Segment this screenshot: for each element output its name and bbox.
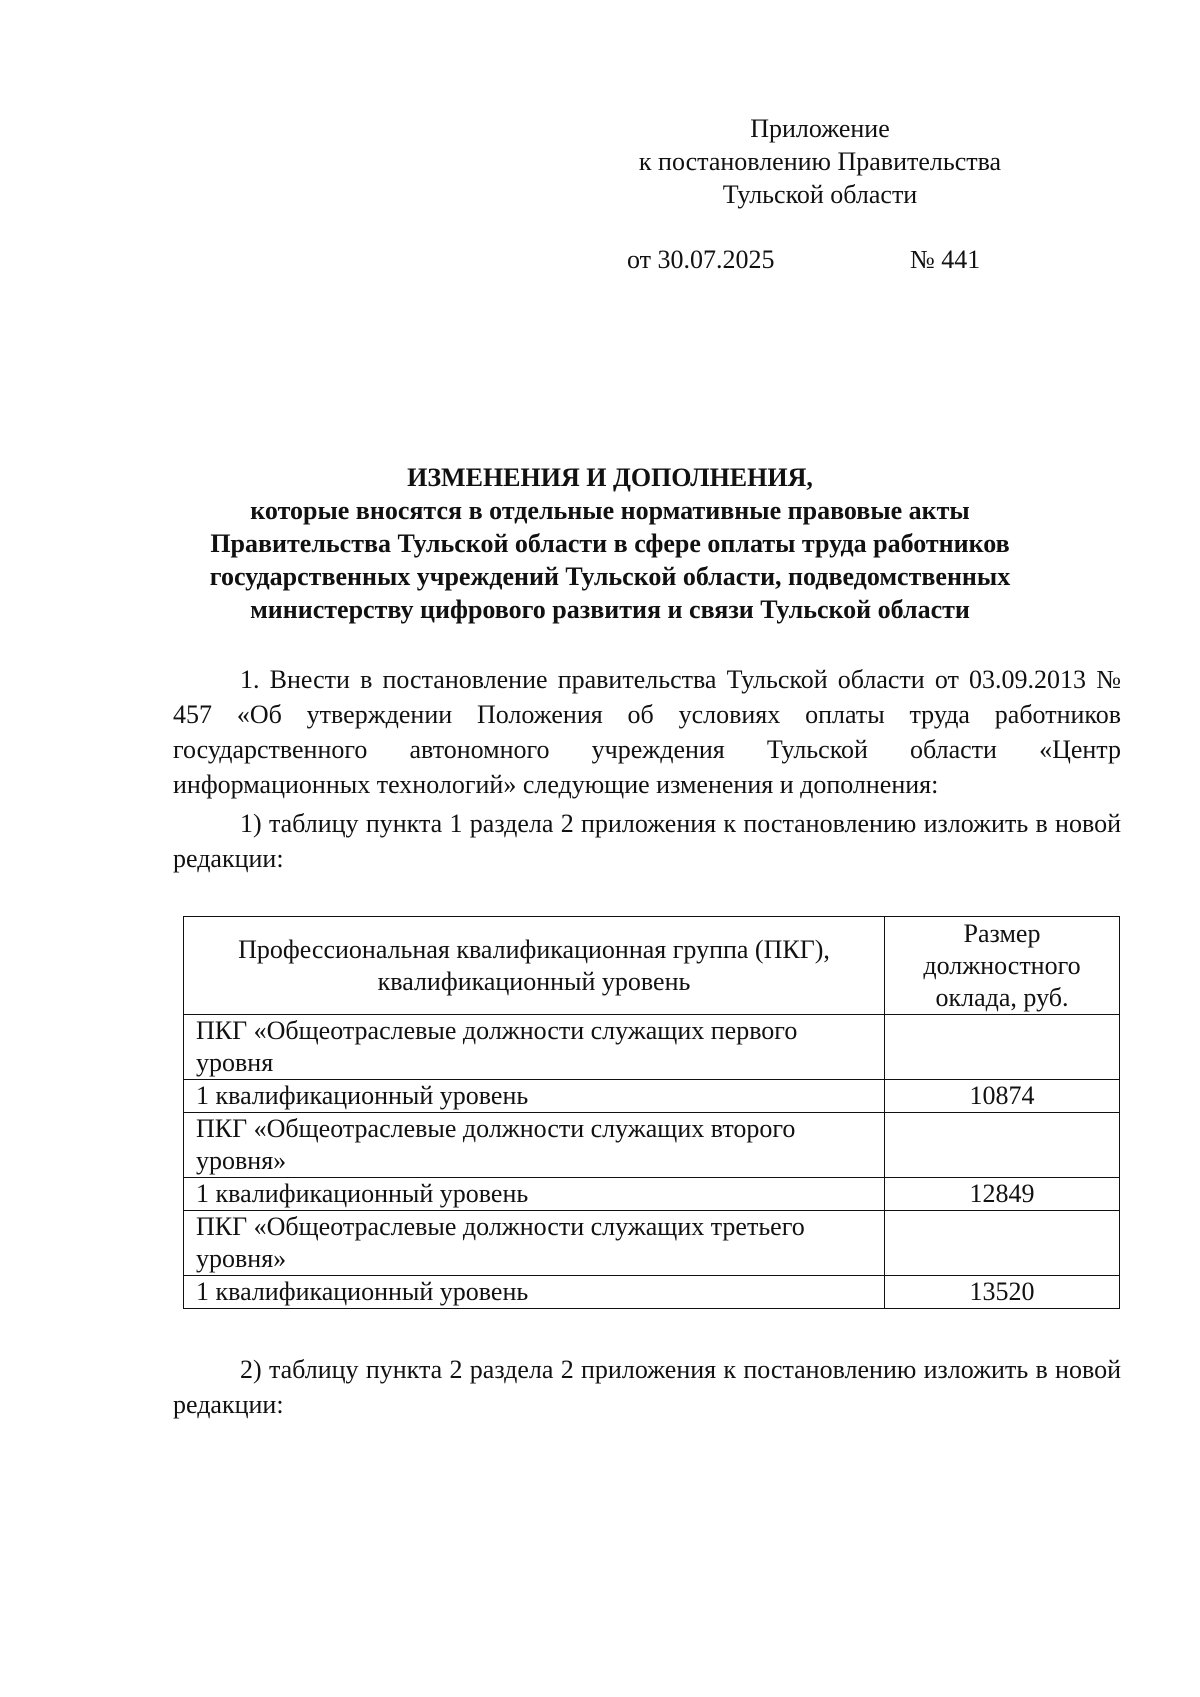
level-cell: 1 квалификационный уровень [184,1178,885,1211]
document-heading [150,461,1070,626]
attachment-label: Приложение [750,114,890,143]
group-cell: ПКГ «Общеотраслевые должности служащих третьего уровня» [184,1211,885,1276]
table-row [184,1178,1120,1211]
amount-cell: 13520 [885,1276,1120,1309]
decree-number: № 441 [910,245,981,274]
empty-cell [885,1015,1120,1080]
paragraph-2: 1) таблицу пункта 1 раздела 2 приложения к постановлению изложить в новой редакции: [173,809,1121,873]
heading-line: Правительства Тульской области в сфере оплаты труда работников [210,529,1010,558]
header-group-cell: Профессиональная квалификационная группа (ПКГ), квалификационный уровень [184,917,885,1015]
empty-cell [885,1113,1120,1178]
heading-line: которые вносятся в отдельные нормативные правовые акты [250,496,970,525]
table-row [184,1276,1120,1309]
attachment-block [600,112,1040,211]
group-cell: ПКГ «Общеотраслевые должности служащих первого уровня [184,1015,885,1080]
attachment-decree-line: к постановлению Правительства [638,147,1002,176]
table-row [184,1113,1120,1178]
level-cell: 1 квалификационный уровень [184,1080,885,1113]
header-amount-cell: Размер должностного оклада, руб. [885,917,1120,1015]
table-header-row [184,917,1120,1015]
table-row [184,1015,1120,1080]
table-row [184,1080,1120,1113]
empty-cell [885,1211,1120,1276]
attachment-region-line: Тульской области [722,180,918,209]
table-row [184,1211,1120,1276]
level-cell: 1 квалификационный уровень [184,1276,885,1309]
paragraph-3: 2) таблицу пункта 2 раздела 2 приложения к постановлению изложить в новой редакции: [173,1355,1121,1419]
decree-date: от 30.07.2025 [627,245,775,274]
heading-title: ИЗМЕНЕНИЯ И ДОПОЛНЕНИЯ, [407,463,813,492]
paragraph-1: 1. Внести в постановление правительства Тульской области от 03.09.2013 № 457 «Об утверждении Положения об условиях оплаты труда работников государственного автономного учреждения Тульской области «Центр информационных технологий» следующие изменения и дополнения: [173,665,1121,799]
amount-cell: 12849 [885,1178,1120,1211]
salary-table [183,916,1120,1309]
heading-line: государственных учреждений Тульской области, подведомственных [209,562,1011,591]
amount-cell: 10874 [885,1080,1120,1113]
heading-line: министерству цифрового развития и связи Тульской области [250,595,970,624]
group-cell: ПКГ «Общеотраслевые должности служащих второго уровня» [184,1113,885,1178]
